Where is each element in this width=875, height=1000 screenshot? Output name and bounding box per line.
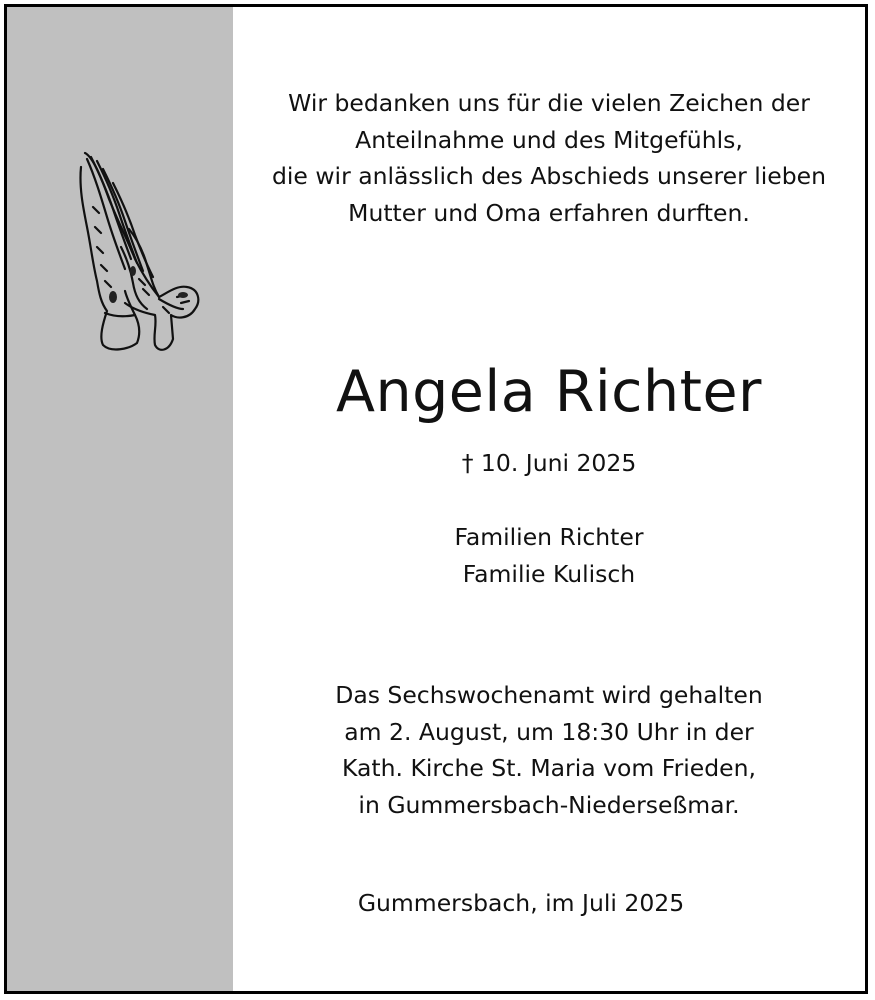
deceased-name: Angela Richter bbox=[335, 359, 762, 425]
place-and-date: Gummersbach, im Juli 2025 bbox=[357, 889, 685, 917]
service-line: Das Sechswochenamt wird gehalten bbox=[335, 681, 763, 709]
family-signatures bbox=[233, 519, 865, 592]
praying-hands-icon bbox=[73, 147, 203, 357]
service-line: in Gummersbach-Niederseßmar. bbox=[358, 790, 740, 819]
service-line: am 2. August, um 18:30 Uhr in der bbox=[344, 717, 754, 746]
memorial-service-notice bbox=[233, 677, 865, 823]
obituary-content bbox=[233, 7, 865, 991]
family-name: Familie Kulisch bbox=[462, 559, 636, 588]
obituary-card bbox=[4, 4, 868, 994]
intro-line: Anteilnahme und des Mitgefühls, bbox=[355, 125, 743, 154]
service-line: Kath. Kirche St. Maria vom Frieden, bbox=[342, 754, 756, 782]
death-date: † 10. Juni 2025 bbox=[461, 449, 637, 477]
gray-sidebar bbox=[7, 7, 233, 991]
thank-you-text bbox=[233, 85, 865, 231]
family-name: Familien Richter bbox=[454, 523, 644, 551]
intro-line: Mutter und Oma erfahren durften. bbox=[348, 198, 750, 227]
intro-line: die wir anlässlich des Abschieds unserer lieben bbox=[271, 162, 827, 190]
intro-line: Wir bedanken uns für die vielen Zeichen der bbox=[288, 89, 810, 117]
